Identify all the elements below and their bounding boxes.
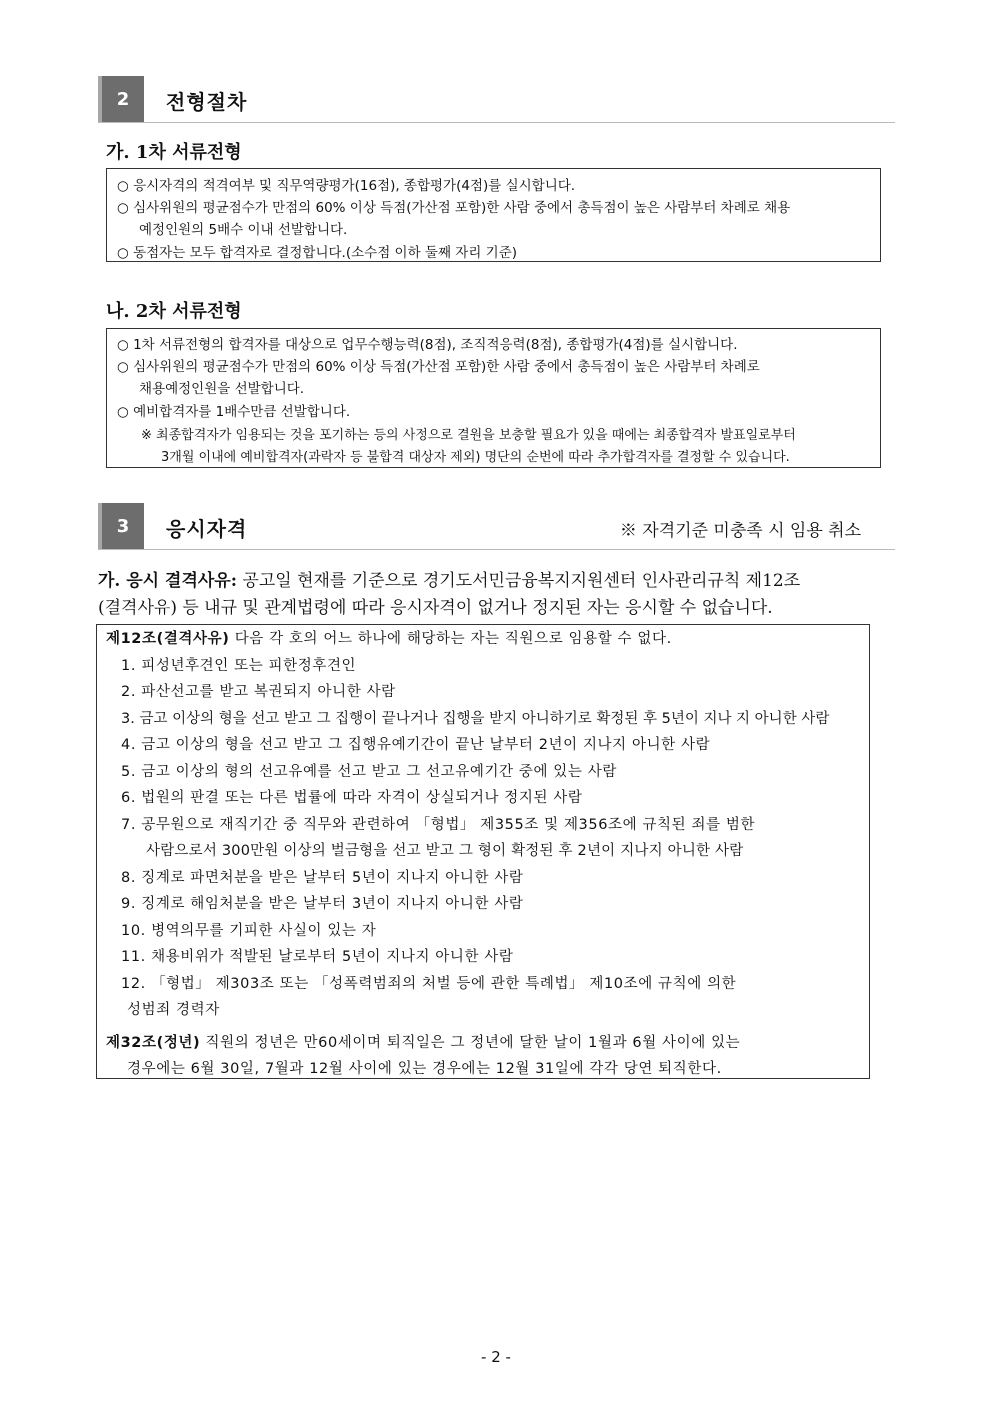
- article-12-item: 4. 금고 이상의 형을 선고 받고 그 집행유예기간이 끝난 날부터 2년이 지나지 아니한 사람: [121, 737, 711, 753]
- section-3-header: [98, 503, 895, 550]
- article-12-item: 1. 피성년후견인 또는 피한정후견인: [121, 658, 357, 674]
- article-12-item: 8. 징계로 파면처분을 받은 날부터 5년이 지나지 아니한 사람: [121, 870, 524, 886]
- second-screening-line: 채용예정인원을 선발합니다.: [139, 381, 305, 397]
- section-3-title: 응시자격: [166, 517, 248, 541]
- article-12-item: 3. 금고 이상의 형을 선고 받고 그 집행이 끝나거나 집행을 받지 아니하기로 확정된 후 5년이 지나 지 아니한 사람: [121, 711, 830, 727]
- article-32-continued: 경우에는 6월 30일, 7월과 12월 사이에 있는 경우에는 12월 31일에 각각 당연 퇴직한다.: [127, 1061, 722, 1077]
- first-screening-line: ○ 동점자는 모두 합격자로 결정합니다.(소수점 이하 둘째 자리 기준): [117, 245, 517, 261]
- article-12-item-continued: 사람으로서 300만원 이상의 벌금형을 선고 받고 그 형이 확정된 후 2년이 지나지 아니한 사람: [146, 843, 744, 859]
- second-screening-line: ○ 1차 서류전형의 합격자를 대상으로 업무수행능력(8점), 조직적응력(8점), 종합평가(4점)를 실시합니다.: [117, 337, 738, 353]
- section-3-number: 3: [98, 503, 144, 549]
- first-screening-line: 예정인원의 5배수 이내 선발합니다.: [139, 222, 348, 238]
- article-32: [106, 1031, 740, 1052]
- article-12-item-continued: 성범죄 경력자: [127, 1002, 220, 1018]
- regulation-box: [96, 624, 870, 1079]
- article-12-item: 11. 채용비위가 적발된 날로부터 5년이 지나지 아니한 사람: [121, 949, 514, 965]
- first-screening-line: ○ 심사위원의 평균점수가 만점의 60% 이상 득점(가산점 포함)한 사람 중에서 총득점이 높은 사람부터 차례로 채용: [117, 200, 791, 216]
- section-3-note: ※ 자격기준 미충족 시 임용 취소: [619, 521, 861, 541]
- article-12-item: 6. 법원의 판결 또는 다른 법률에 따라 자격이 상실되거나 정지된 사람: [121, 790, 583, 806]
- first-screening-box: [106, 168, 881, 262]
- disqualification-text: 공고일 현재를 기준으로 경기도서민금융복지지원센터 인사관리규칙 제12조: [242, 571, 801, 591]
- disqualification-paragraph: [98, 566, 800, 591]
- article-12-heading: 제12조(결격사유): [106, 631, 230, 647]
- article-12-item: 9. 징계로 해임처분을 받은 날부터 3년이 지나지 아니한 사람: [121, 896, 524, 912]
- second-screening-line: ○ 심사위원의 평균점수가 만점의 60% 이상 득점(가산점 포함)한 사람 중에서 총득점이 높은 사람부터 차례로: [117, 359, 760, 375]
- second-screening-box: [106, 328, 881, 468]
- article-12: [106, 627, 672, 648]
- second-screening-reference: ※ 최종합격자가 임용되는 것을 포기하는 등의 사정으로 결원을 보충할 필요가 있을 때에는 최종합격자 발표일로부터: [141, 428, 796, 443]
- section-2-title: 전형절차: [166, 90, 248, 114]
- article-12-item: 10. 병역의무를 기피한 사실이 있는 자: [121, 923, 377, 939]
- article-12-item: 2. 파산선고를 받고 복권되지 아니한 사람: [121, 684, 396, 700]
- disqualification-paragraph-line2: (결격사유) 등 내규 및 관계법령에 따라 응시자격이 없거나 정지된 자는 응시할 수 없습니다.: [98, 598, 773, 618]
- article-12-item: 7. 공무원으로 재직기간 중 직무와 관련하여 「형법」 제355조 및 제356조에 규칙된 죄를 범한: [121, 817, 756, 833]
- second-screening-reference: 3개월 이내에 예비합격자(과락자 등 불합격 대상자 제외) 명단의 순번에 따라 추가합격자를 결정할 수 있습니다.: [161, 450, 790, 465]
- second-screening-title: 나. 2차 서류전형: [106, 301, 242, 322]
- page-number: - 2 -: [481, 1348, 511, 1366]
- first-screening-title: 가. 1차 서류전형: [106, 142, 242, 163]
- disqualification-lead: 가. 응시 결격사유:: [98, 571, 237, 591]
- article-32-heading: 제32조(정년): [106, 1035, 201, 1051]
- section-2-header: [98, 76, 895, 123]
- second-screening-line: ○ 예비합격자를 1배수만큼 선발합니다.: [117, 404, 351, 420]
- first-screening-line: ○ 응시자격의 적격여부 및 직무역량평가(16점), 종합평가(4점)를 실시합니다.: [117, 178, 576, 194]
- article-12-item: 12. 「형법」 제303조 또는 「성폭력범죄의 처벌 등에 관한 특례법」 제10조에 규칙에 의한: [121, 976, 737, 992]
- article-32-text: 직원의 정년은 만60세이며 퇴직일은 그 정년에 달한 날이 1월과 6월 사이에 있는: [205, 1035, 741, 1051]
- section-2-number: 2: [98, 76, 144, 122]
- article-12-item: 5. 금고 이상의 형의 선고유예를 선고 받고 그 선고유예기간 중에 있는 사람: [121, 764, 617, 780]
- article-12-text: 다음 각 호의 어느 하나에 해당하는 자는 직원으로 임용할 수 없다.: [234, 631, 672, 647]
